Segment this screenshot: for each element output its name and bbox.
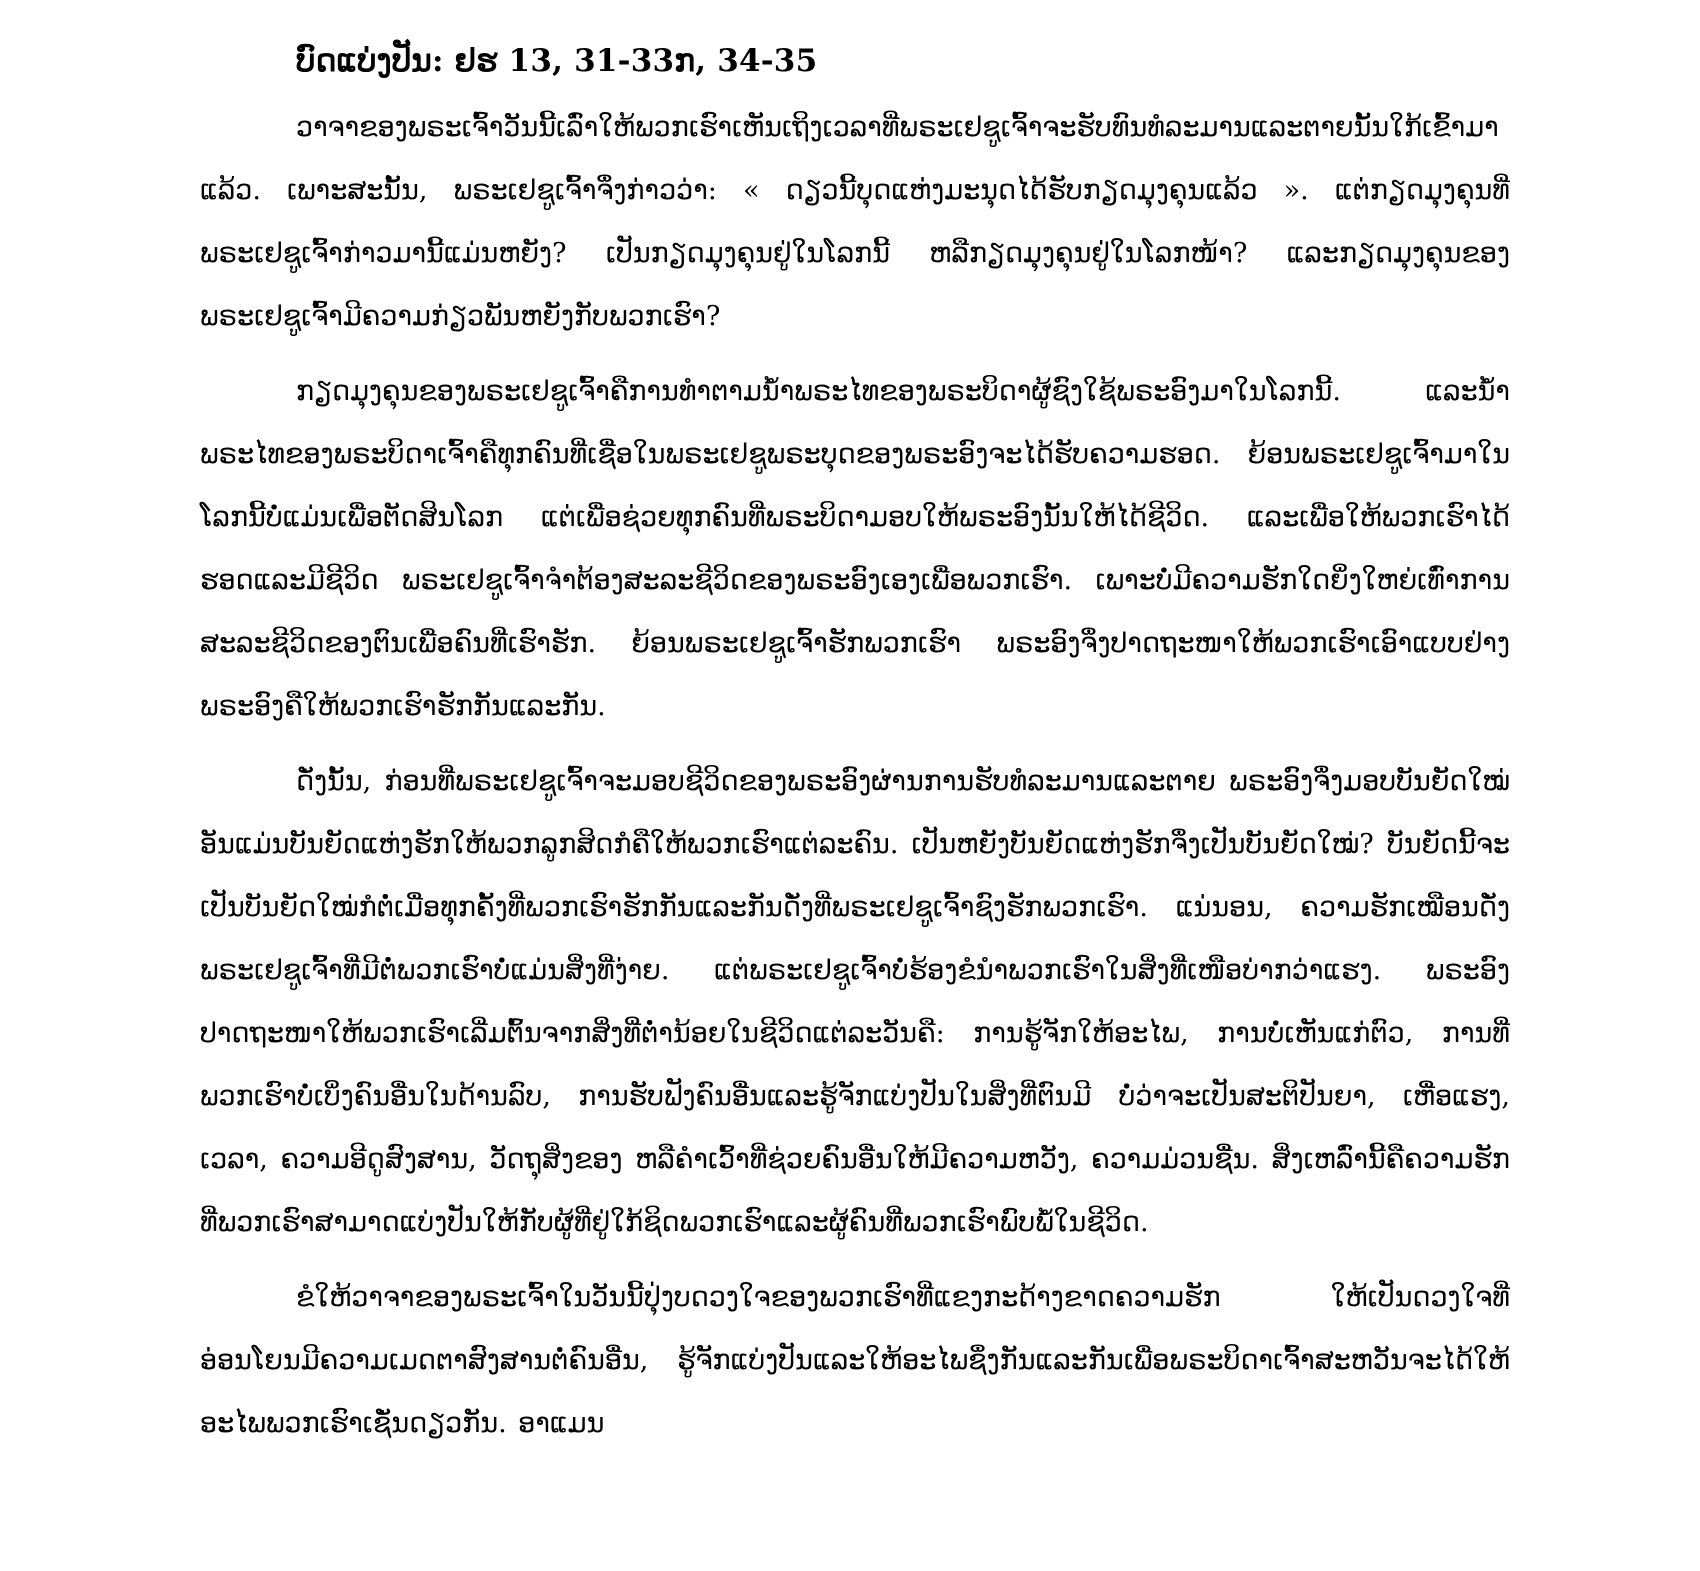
paragraph-new-commandment: ດັ່ງນັ້ນ, ກ່ອນທີ່ພຣະເຢຊູເຈົ້າຈະມອບຊີວິດຂອງພຣະອົງຜ່ານການຮັບທໍລະມານແລະຕາຍ ພຣະອົງຈຶ່ງມອບບັນຍັດໃໝ່ອັນແມ່ນບັນຍັດແຫ່ງຮັກໃຫ້ພວກລູກສິດກໍຄືໃຫ້ພວກເຮົາແຕ່ລະຄົນ. ເປັນຫຍັງບັນຍັດແຫ່ງຮັກຈຶ່ງເປັນບັນຍັດໃໝ່? ບັນຍັດນີ້ຈະເປັນບັນຍັດໃໝ່ກໍຕໍ່ເມື່ອທຸກຄັ້ງທີ່ພວກເຮົາຮັກກັນແລະກັນດັ່ງທີ່ພຣະເຢຊູເຈົ້າຊົງຮັກພວກເຮົາ. ແນ່ນອນ, ຄວາມຮັກເໝືອນດັ່ງພຣະເຢຊູເຈົ້າທີ່ມີຕໍ່ພວກເຮົາບໍ່ແມ່ນສິ່ງທີ່ງ່າຍ. ແຕ່ພຣະເຢຊູເຈົ້າບໍ່ຮ້ອງຂໍນຳພວກເຮົາໃນສິ່ງທີ່ເໜືອບ່າກວ່າແຮງ. ພຣະອົງປາດຖະໜາໃຫ້ພວກເຮົາເລີ່ມຕົ້ນຈາກສິ່ງທີ່ຕໍ່ານ້ອຍໃນຊີວິດແຕ່ລະວັນຄື: ການຮູ້ຈັກໃຫ້ອະໄພ, ການບໍ່ເຫັນແກ່ຕົວ, ການທີ່ພວກເຮົາບໍ່ເບິ່ງຄົນອື່ນໃນດ້ານລົບ, ການຮັບຟັງຄົນອື່ນແລະຮູ້ຈັກແບ່ງປັນໃນສິ່ງທີ່ຕົນມີ ບໍ່ວ່າຈະເປັນສະຕິປັນຍາ, ເຫື່ອແຮງ, ເວລາ, ຄວາມອີດູສົງສານ, ວັດຖຸສິ່ງຂອງ ຫລືຄໍາເວົ້າທີ່ຊ່ວຍຄົນອື່ນໃຫ້ມີຄວາມຫວັງ, ຄວາມມ່ວນຊື່ນ. ສິ່ງເຫລົ່ານີ້ຄືຄວາມຮັກທີ່ພວກເຮົາສາມາດແບ່ງປັນໃຫ້ກັບຜູ້ທີ່ຢູ່ໃກ້ຊິດພວກເຮົາແລະຜູ້ຄົນທີ່ພວກເຮົາພົບພໍ້ໃນຊີວິດ. (200, 766, 1510, 1238)
document-title: ບົດແບ່ງປັນ: ຢຮ 13, 31-33ກ, 34-35 (296, 43, 818, 79)
document-body (200, 40, 1510, 1467)
paragraph-glory: ກຽດມຸງຄຸນຂອງພຣະເຢຊູເຈົ້າຄືການທຳຕາມນໍ້າພຣະໄທຂອງພຣະບິດາຜູ້ຊົງໃຊ້ພຣະອົງມາໃນໂລກນີ້. ແລະນໍ້າພຣະໄທຂອງພຣະບິດາເຈົ້າຄືທຸກຄົນທີ່ເຊື່ອໃນພຣະເຢຊູພຣະບຸດຂອງພຣະອົງຈະໄດ້ຮັບຄວາມຮອດ. ຍ້ອນພຣະເຢຊູເຈົ້າມາໃນໂລກນີ້ບໍ່ແມ່ນເພື່ອຕັດສິນໂລກ ແຕ່ເພື່ອຊ່ວຍທຸກຄົນທີ່ພຣະບິດາມອບໃຫ້ພຣະອົງນັ້ນໃຫ້ໄດ້ຊີວິດ. ແລະເພື່ອໃຫ້ພວກເຮົາໄດ້ຮອດແລະມີຊີວິດ ພຣະເຢຊູເຈົ້າຈຳຕ້ອງສະລະຊີວິດຂອງພຣະອົງເອງເພື່ອພວກເຮົາ. ເພາະບໍ່ມີຄວາມຮັກໃດຍິ່ງໃຫຍ່ເທົ່າການສະລະຊີວິດຂອງຕົນເພື່ອຄົນທີ່ເຮົາຮັກ. ຍ້ອນພຣະເຢຊູເຈົ້າຮັກພວກເຮົາ ພຣະອົງຈຶ່ງປາດຖະໜາໃຫ້ພວກເຮົາເອົາແບບຢ່າງພຣະອົງຄືໃຫ້ພວກເຮົາຮັກກັນແລະກັນ. (200, 376, 1510, 722)
paragraph-prayer: ຂໍໃຫ້ວາຈາຂອງພຣະເຈົ້າໃນວັນນີ້ປຸ່ງບດວງໃຈຂອງພວກເຮົາທີ່ແຂງກະດ້າງຂາດຄວາມຮັກ ໃຫ້ເປັນດວງໃຈທີ່ອ່ອນໂຍນມີຄວາມເມດຕາສົງສານຕໍ່ຄົນອື່ນ, ຮູ້ຈັກແບ່ງປັນແລະໃຫ້ອະໄພຊຶ່ງກັນແລະກັນເພື່ອພຣະບິດາເຈົ້າສະຫວັນຈະໄດ້ໃຫ້ອະໄພພວກເຮົາເຊັ່ນດຽວກັນ. ອາແມນ (200, 1282, 1510, 1439)
paragraph-intro: ວາຈາຂອງພຣະເຈົ້າວັນນີ້ເລົ່າໃຫ້ພວກເຮົາເຫັນເຖິງເວລາທີ່ພຣະເຢຊູເຈົ້າຈະຮັບທົນທໍລະມານແລະຕາຍນັ້ນໃກ້ເຂົ້າມາແລ້ວ. ເພາະສະນັ້ນ, ພຣະເຢຊູເຈົ້າຈຶ່ງກ່າວວ່າ: « ດຽວນີ້ບຸດແຫ່ງມະນຸດໄດ້ຮັບກຽດມຸງຄຸນແລ້ວ ». ແຕ່ກຽດມຸງຄຸນທີ່ພຣະເຢຊູເຈົ້າກ່າວມານີ້ແມ່ນຫຍັງ? ເປັນກຽດມຸງຄຸນຢູ່ໃນໂລກນີ້ ຫລືກຽດມຸງຄຸນຢູ່ໃນໂລກໜ້າ? ແລະກຽດມຸງຄຸນຂອງພຣະເຢຊູເຈົ້າມີຄວາມກ່ຽວພັນຫຍັງກັບພວກເຮົາ? (200, 112, 1510, 332)
